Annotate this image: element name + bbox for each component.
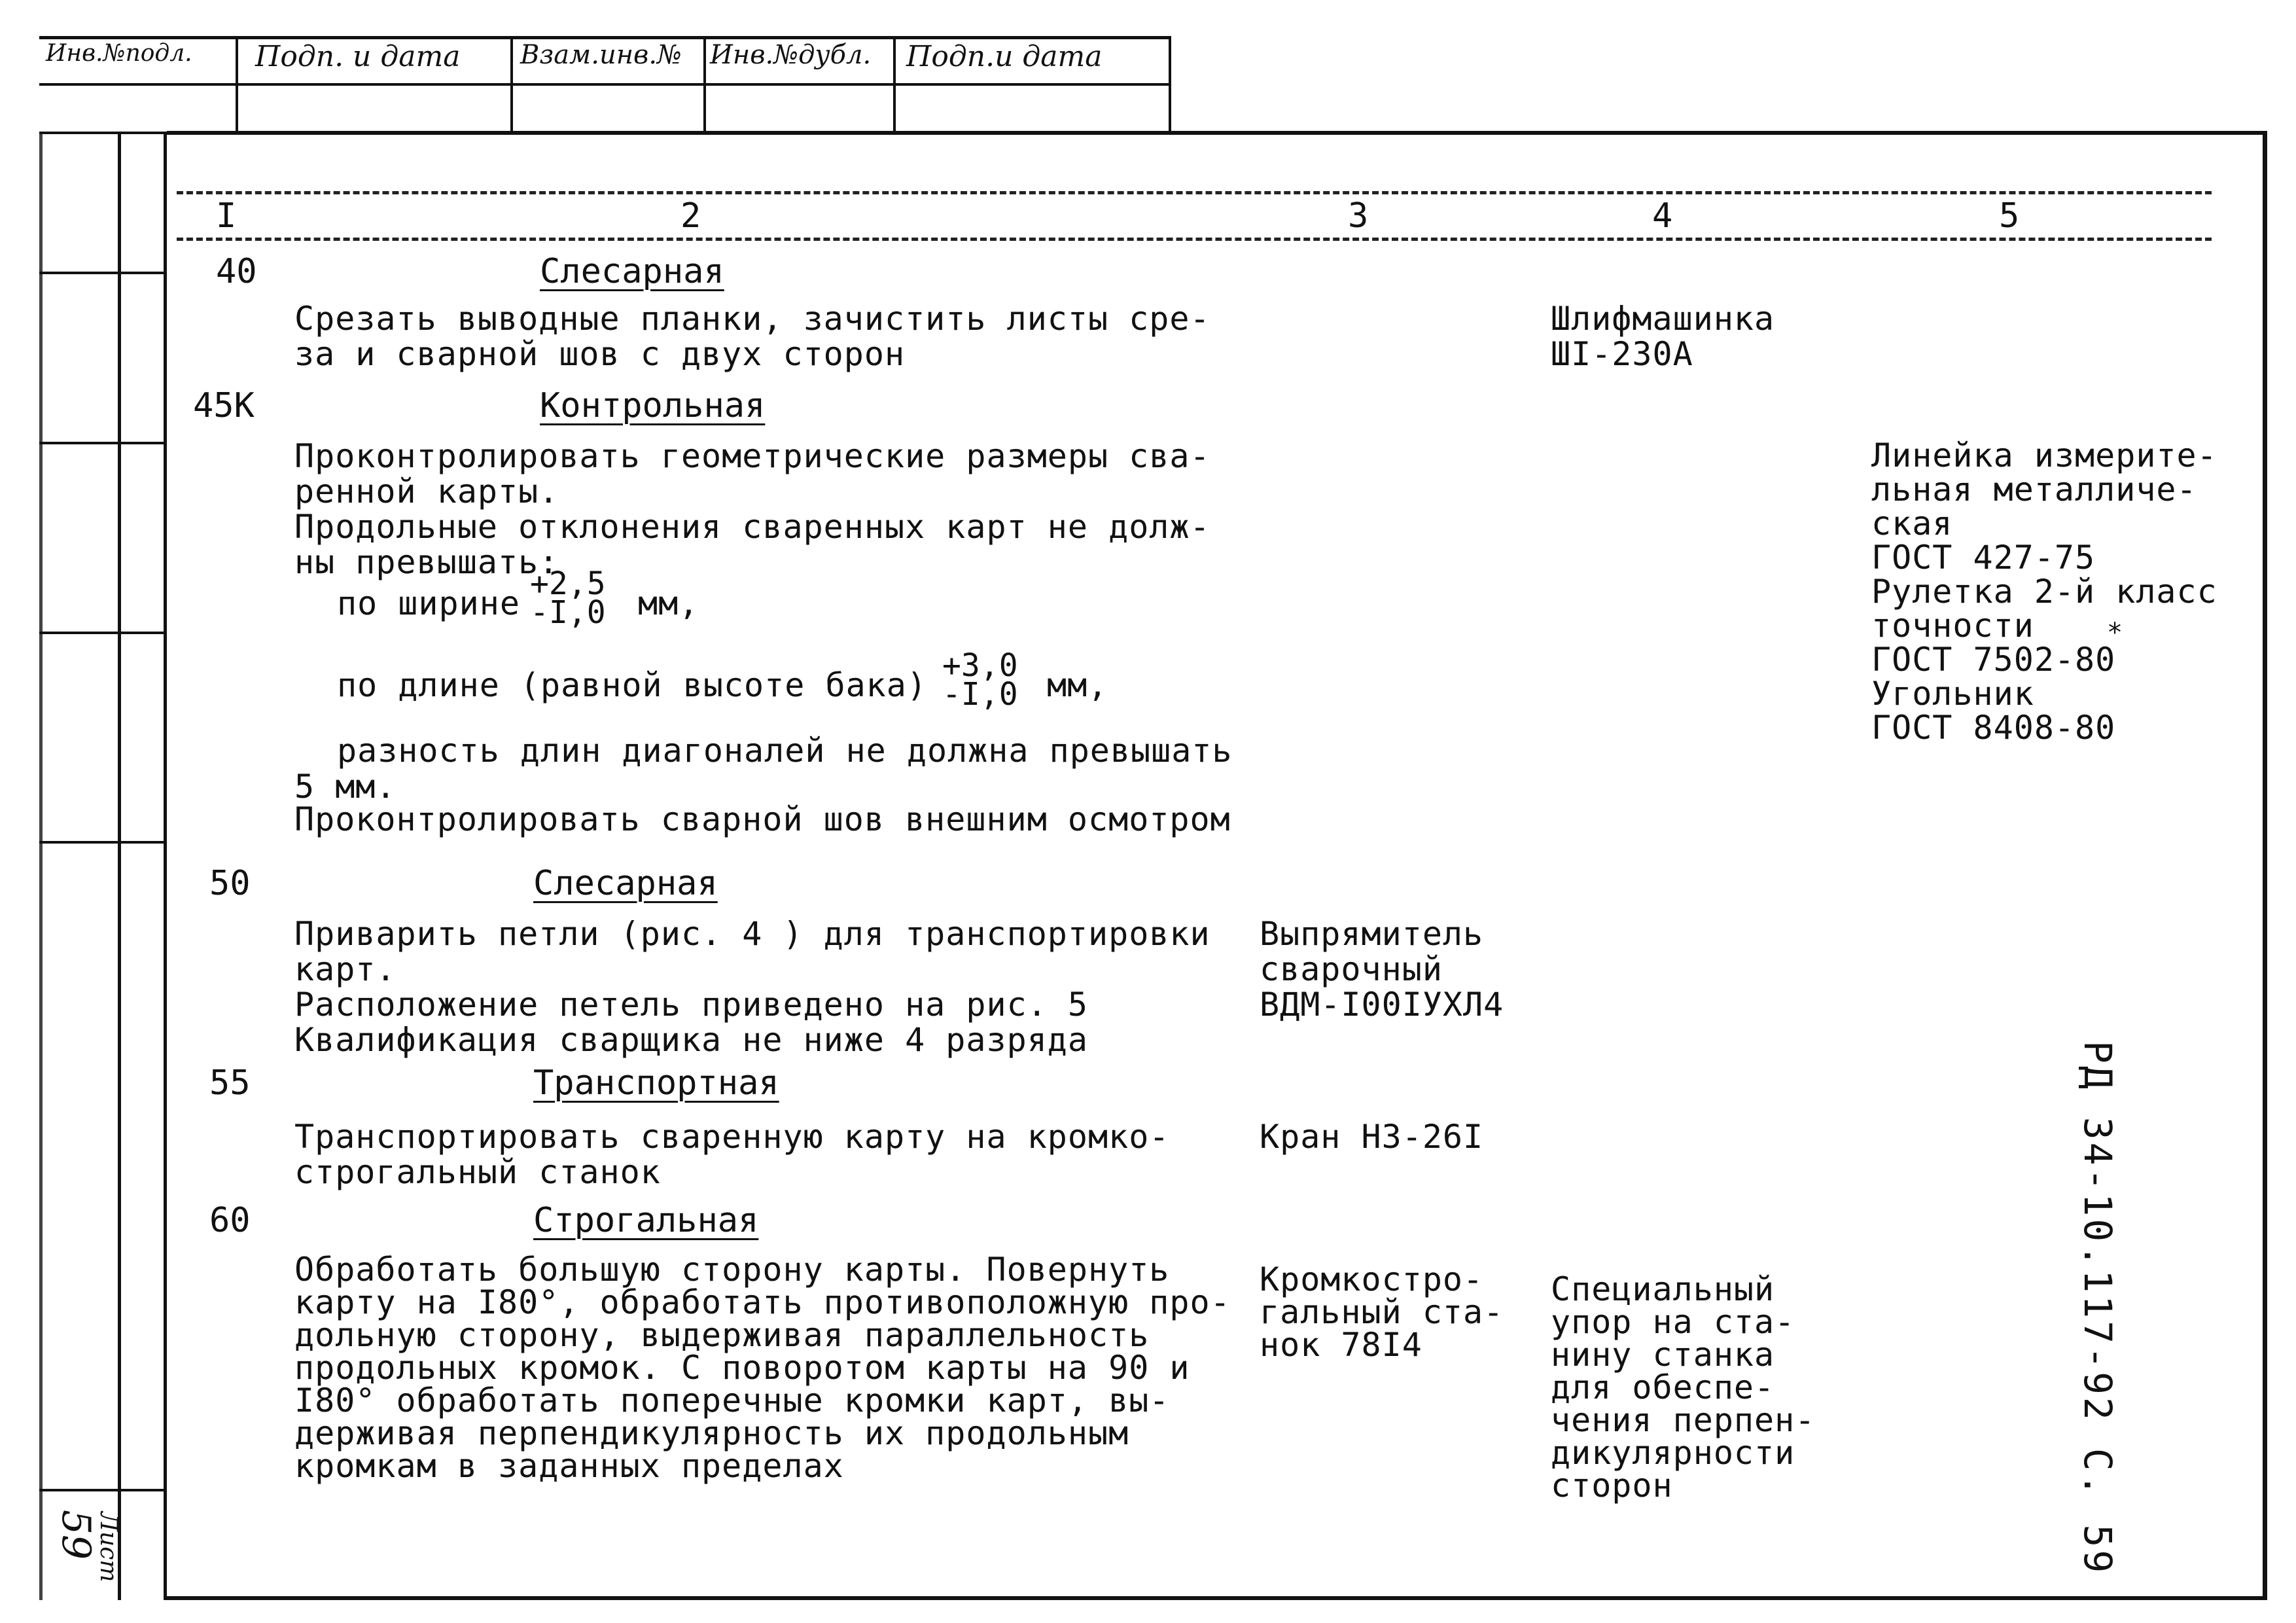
col-3-header: 3 (1348, 196, 1369, 236)
op50-number: 50 (209, 864, 251, 903)
col-4-header: 4 (1652, 196, 1673, 236)
op55-number: 55 (209, 1063, 251, 1103)
stamp-block (39, 36, 1171, 134)
op45-title: Контрольная (540, 386, 766, 425)
op45-width-minus: -I,0 (530, 594, 606, 631)
op45-length-plus: +3,0 (942, 647, 1018, 684)
op45-length-unit: мм, (1047, 666, 1108, 704)
op60-title: Строгальная (533, 1201, 759, 1240)
stamp-label-replace-inv: Взам.инв.№ (520, 40, 682, 70)
op50-text: Приварить петли (рис. 4 ) для транспортировки карт. Расположение петель приведено на рис. 5 Квалификация сварщика не ниже 4 разряда (294, 915, 1210, 1059)
header-dash-bottom (177, 238, 2212, 241)
op40-tool: Шлифмашинка ШI-230А (1551, 300, 1775, 373)
op60-text: Обработать большую сторону карты. Повернуть карту на I80°, обработать противоположную про- дольную сторону, выдерживая параллельность продольных кромок. С поворотом карты на 90 и I80° обработать поперечные кромки карт, вы- держивая перпендикулярность их продольным кромкам в заданных пределах (294, 1251, 1231, 1485)
op40-title: Слесарная (540, 252, 724, 291)
op45-number: 45К (193, 386, 255, 425)
op45-width-label: по ширине (337, 584, 520, 622)
stamp-label-sign-date-2: Подп.и дата (906, 40, 1103, 73)
op60-equipment: Кромкостро- гальный ста- нок 78I4 (1260, 1260, 1504, 1364)
stamp-label-inv-podl: Инв.№подл. (46, 40, 192, 67)
op60-number: 60 (209, 1201, 251, 1240)
op45-text: Проконтролировать геометрические размеры сва- ренной карты. Продольные отклонения сваренных карт не долж- ны превышать: (294, 437, 1210, 581)
col-2-header: 2 (680, 196, 701, 236)
op55-equipment: Кран НЗ-26I (1260, 1118, 1484, 1156)
op50-equipment: Выпрямитель сварочный ВДМ-I00IУХЛ4 (1260, 915, 1504, 1024)
op45-inspect: Проконтролировать сварной шов внешним осмотром (294, 800, 1231, 838)
op50-title: Слесарная (533, 864, 718, 903)
op60-tool: Специальный упор на ста- нину станка для обеспе- чения перпен- дикулярности сторон (1551, 1270, 1816, 1505)
left-side-strip (39, 134, 170, 1600)
doc-code: РД 34-10.117-92 С. 59 (2075, 1041, 2120, 1576)
op45-width-plus: +2,5 (530, 565, 606, 602)
op45-star: * (2107, 618, 2124, 648)
stamp-label-inv-dubl: Инв.№дубл. (710, 40, 872, 70)
sheet-label: Лист (95, 1512, 122, 1582)
op45-diag: разность длин диагоналей не должна превышать (337, 732, 1233, 770)
header-dash-top (177, 191, 2212, 194)
op45-length-tolerance (942, 647, 1018, 713)
op45-diag2: 5 мм. (294, 768, 397, 806)
op40-number: 40 (216, 252, 257, 291)
op55-title: Транспортная (533, 1063, 779, 1103)
op45-width-tolerance (530, 565, 606, 631)
op45-length-label: по длине (равной высоте бака) (337, 666, 927, 704)
sheet-number: 59 (53, 1509, 99, 1560)
col-5-header: 5 (1999, 196, 2020, 236)
op45-width-unit: мм, (638, 584, 699, 622)
op55-text: Транспортировать сваренную карту на кромко- строгальный станок (294, 1118, 1170, 1191)
stamp-label-sign-date: Подп. и дата (255, 40, 461, 73)
op45-length-minus: -I,0 (942, 676, 1018, 713)
col-1-header: I (216, 196, 237, 236)
op45-measure-tools: Линейка измерите- льная металличе- ская ГОСТ 427-75 Рулетка 2-й класс точности ГОСТ 7502-80 Угольник ГОСТ 8408-80 (1871, 437, 2217, 747)
op40-text: Срезать выводные планки, зачистить листы сре- за и сварной шов с двух сторон (294, 300, 1210, 373)
